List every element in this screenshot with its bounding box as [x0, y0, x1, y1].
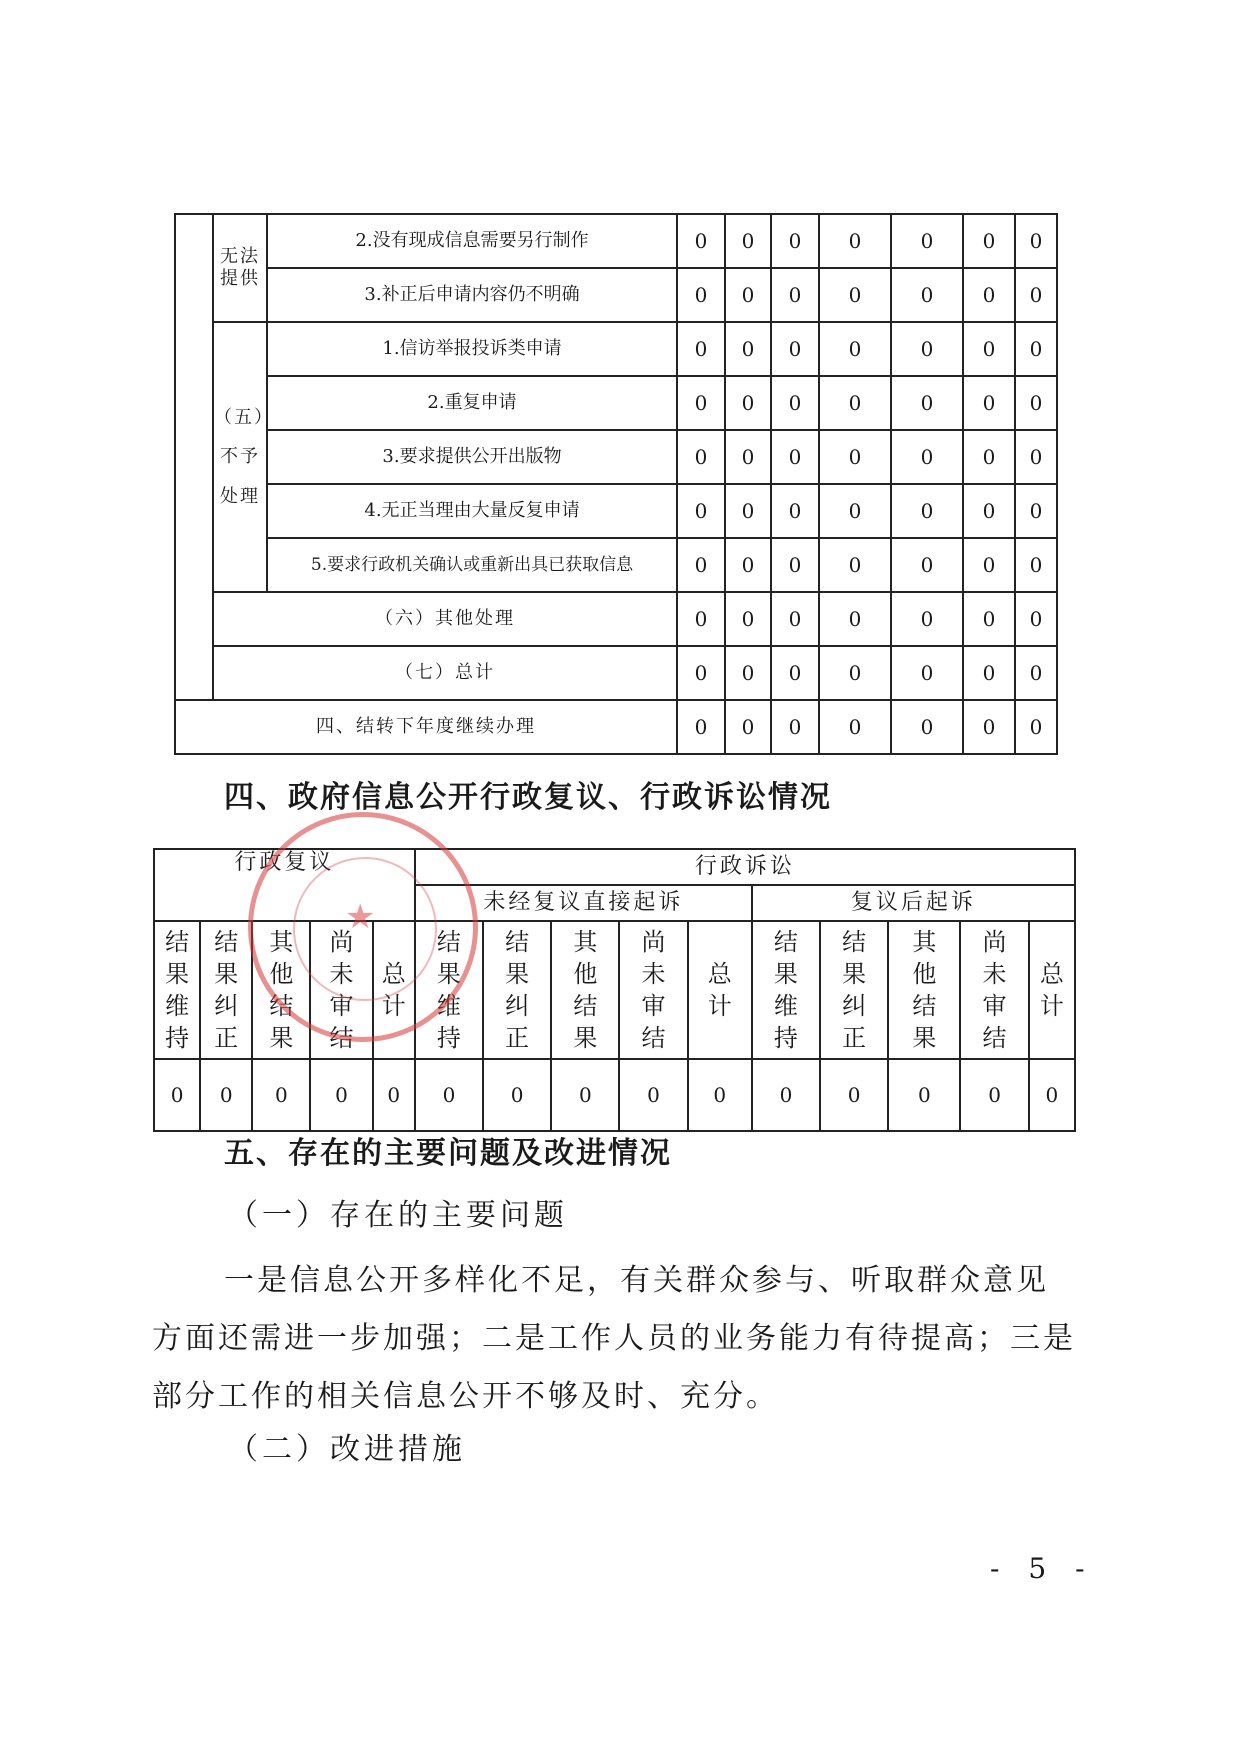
cell-value: 0: [963, 322, 1015, 376]
cell-value: 0: [725, 592, 771, 646]
cell-value: 0: [677, 646, 725, 700]
cell-value: 0: [373, 1059, 415, 1131]
cell-value: 0: [725, 700, 771, 754]
cell-value: 0: [1015, 268, 1057, 322]
cell-value: 0: [891, 484, 963, 538]
cell-value: 0: [963, 592, 1015, 646]
cell-value: 0: [1015, 646, 1057, 700]
cell-value: 0: [819, 268, 891, 322]
table-row: [154, 1059, 1075, 1131]
table-row: [175, 592, 1057, 646]
cell-value: 0: [725, 484, 771, 538]
table-row: [175, 484, 1057, 538]
cell-value: 0: [677, 700, 725, 754]
cell-value: 0: [819, 646, 891, 700]
row-label: 4.无正当理由大量反复申请: [267, 484, 677, 538]
wufa-category-label: 无法提供: [213, 214, 267, 322]
cell-value: 0: [752, 1059, 820, 1131]
cell-value: 0: [819, 484, 891, 538]
cell-value: 0: [725, 646, 771, 700]
cell-value: 0: [725, 214, 771, 268]
cell-value: 0: [252, 1059, 310, 1131]
column-header: 其 他 结 果: [551, 921, 619, 1059]
cell-value: 0: [771, 322, 819, 376]
section-heading: 四、政府信息公开行政复议、行政诉讼情况: [224, 780, 832, 815]
cell-value: 0: [960, 1059, 1028, 1131]
cell-value: 0: [819, 214, 891, 268]
row-label: 2.重复申请: [267, 376, 677, 430]
left-border-cell: [175, 214, 213, 700]
column-header: 结 果 维 持: [154, 921, 200, 1059]
cell-value: 0: [415, 1059, 483, 1131]
after-review-header: 复议后起诉: [752, 885, 1075, 921]
section-heading: 五、存在的主要问题及改进情况: [224, 1136, 672, 1171]
fuyi-header: 行政复议: [154, 849, 415, 921]
cell-value: 0: [963, 538, 1015, 592]
cell-value: 0: [891, 538, 963, 592]
column-header: 结 果 纠 正: [820, 921, 888, 1059]
cell-value: 0: [1015, 376, 1057, 430]
cell-value: 0: [820, 1059, 888, 1131]
cell-value: 0: [725, 322, 771, 376]
cell-value: 0: [771, 268, 819, 322]
column-header: 总 计: [688, 921, 752, 1059]
cell-value: 0: [725, 538, 771, 592]
column-header: 尚 未 审 结: [960, 921, 1028, 1059]
cell-value: 0: [677, 592, 725, 646]
cell-value: 0: [819, 376, 891, 430]
row-label: 2.没有现成信息需要另行制作: [267, 214, 677, 268]
column-header: 其 他 结 果: [252, 921, 310, 1059]
cell-value: 0: [1015, 214, 1057, 268]
cell-value: 0: [771, 376, 819, 430]
cell-value: 0: [677, 376, 725, 430]
cell-value: 0: [819, 322, 891, 376]
row-label: 5.要求行政机关确认或重新出具已获取信息: [267, 538, 677, 592]
cell-value: 0: [891, 592, 963, 646]
cell-value: 0: [963, 646, 1015, 700]
cell-value: 0: [677, 214, 725, 268]
cell-value: 0: [891, 376, 963, 430]
direct-suit-header: 未经复议直接起诉: [415, 885, 752, 921]
cell-value: 0: [771, 214, 819, 268]
cell-value: 0: [771, 592, 819, 646]
review-litigation-table: [153, 848, 1076, 1132]
page-number: - 5 -: [990, 1552, 1095, 1585]
cell-value: 0: [891, 646, 963, 700]
row-label: 1.信访举报投诉类申请: [267, 322, 677, 376]
row-label: 3.补正后申请内容仍不明确: [267, 268, 677, 322]
column-header: 尚 未 审 结: [310, 921, 372, 1059]
cell-value: 0: [200, 1059, 252, 1131]
cell-value: 0: [963, 376, 1015, 430]
cell-value: 0: [725, 430, 771, 484]
column-header: 结 果 维 持: [415, 921, 483, 1059]
cell-value: 0: [688, 1059, 752, 1131]
subsection-heading: （一）存在的主要问题: [228, 1198, 568, 1233]
cell-value: 0: [888, 1059, 960, 1131]
table-row: [175, 538, 1057, 592]
row-label: 3.要求提供公开出版物: [267, 430, 677, 484]
table-row: [175, 376, 1057, 430]
buyu-label-line: 处理: [220, 485, 260, 507]
cell-value: 0: [819, 430, 891, 484]
row-label: 四、结转下年度继续办理: [175, 700, 677, 754]
cell-value: 0: [771, 538, 819, 592]
cell-value: 0: [891, 700, 963, 754]
cell-value: 0: [1015, 538, 1057, 592]
application-handling-table: [174, 213, 1058, 755]
row-label: （七）总计: [213, 646, 677, 700]
table-row: [175, 646, 1057, 700]
cell-value: 0: [154, 1059, 200, 1131]
cell-value: 0: [619, 1059, 687, 1131]
cell-value: 0: [771, 700, 819, 754]
cell-value: 0: [725, 268, 771, 322]
column-header: 总 计: [373, 921, 415, 1059]
cell-value: 0: [819, 538, 891, 592]
cell-value: 0: [891, 214, 963, 268]
subsection-heading: （二）改进措施: [228, 1432, 466, 1467]
column-header: 尚 未 审 结: [619, 921, 687, 1059]
table-header-row: [154, 849, 1075, 885]
row-label: （六）其他处理: [213, 592, 677, 646]
table-header-row: [154, 921, 1075, 1059]
cell-value: 0: [551, 1059, 619, 1131]
cell-value: 0: [1015, 430, 1057, 484]
column-header: 总 计: [1029, 921, 1075, 1059]
cell-value: 0: [483, 1059, 551, 1131]
table-row: [175, 214, 1057, 268]
cell-value: 0: [1015, 322, 1057, 376]
column-header: 结 果 纠 正: [483, 921, 551, 1059]
table-row: [175, 430, 1057, 484]
cell-value: 0: [771, 484, 819, 538]
cell-value: 0: [677, 538, 725, 592]
column-header: 结 果 维 持: [752, 921, 820, 1059]
cell-value: 0: [891, 322, 963, 376]
body-paragraph: 一是信息公开多样化不足，有关群众参与、听取群众意见方面还需进一步加强；二是工作人员的业务能力有待提高；三是部分工作的相关信息公开不够及时、充分。: [152, 1263, 1076, 1414]
cell-value: 0: [725, 376, 771, 430]
cell-value: 0: [891, 268, 963, 322]
column-header: 结 果 纠 正: [200, 921, 252, 1059]
cell-value: 0: [963, 484, 1015, 538]
cell-value: 0: [677, 268, 725, 322]
cell-value: 0: [1029, 1059, 1075, 1131]
buyu-category-label: [213, 322, 274, 592]
star-icon: ★: [345, 897, 376, 937]
buyu-label-line: （五）: [214, 406, 274, 428]
cell-value: 0: [771, 646, 819, 700]
buyu-label-line: 不予: [220, 446, 260, 468]
cell-value: 0: [677, 484, 725, 538]
cell-value: 0: [1015, 484, 1057, 538]
cell-value: 0: [310, 1059, 372, 1131]
cell-value: 0: [963, 214, 1015, 268]
cell-value: 0: [963, 700, 1015, 754]
cell-value: 0: [1015, 700, 1057, 754]
susong-header: 行政诉讼: [415, 849, 1075, 885]
cell-value: 0: [677, 322, 725, 376]
table-row: [175, 322, 1057, 376]
cell-value: 0: [963, 430, 1015, 484]
column-header: 其 他 结 果: [888, 921, 960, 1059]
cell-value: 0: [677, 430, 725, 484]
cell-value: 0: [819, 700, 891, 754]
cell-value: 0: [891, 430, 963, 484]
cell-value: 0: [1015, 592, 1057, 646]
table-row: [175, 700, 1057, 754]
cell-value: 0: [963, 268, 1015, 322]
cell-value: 0: [771, 430, 819, 484]
table-row: [175, 268, 1057, 322]
cell-value: 0: [819, 592, 891, 646]
